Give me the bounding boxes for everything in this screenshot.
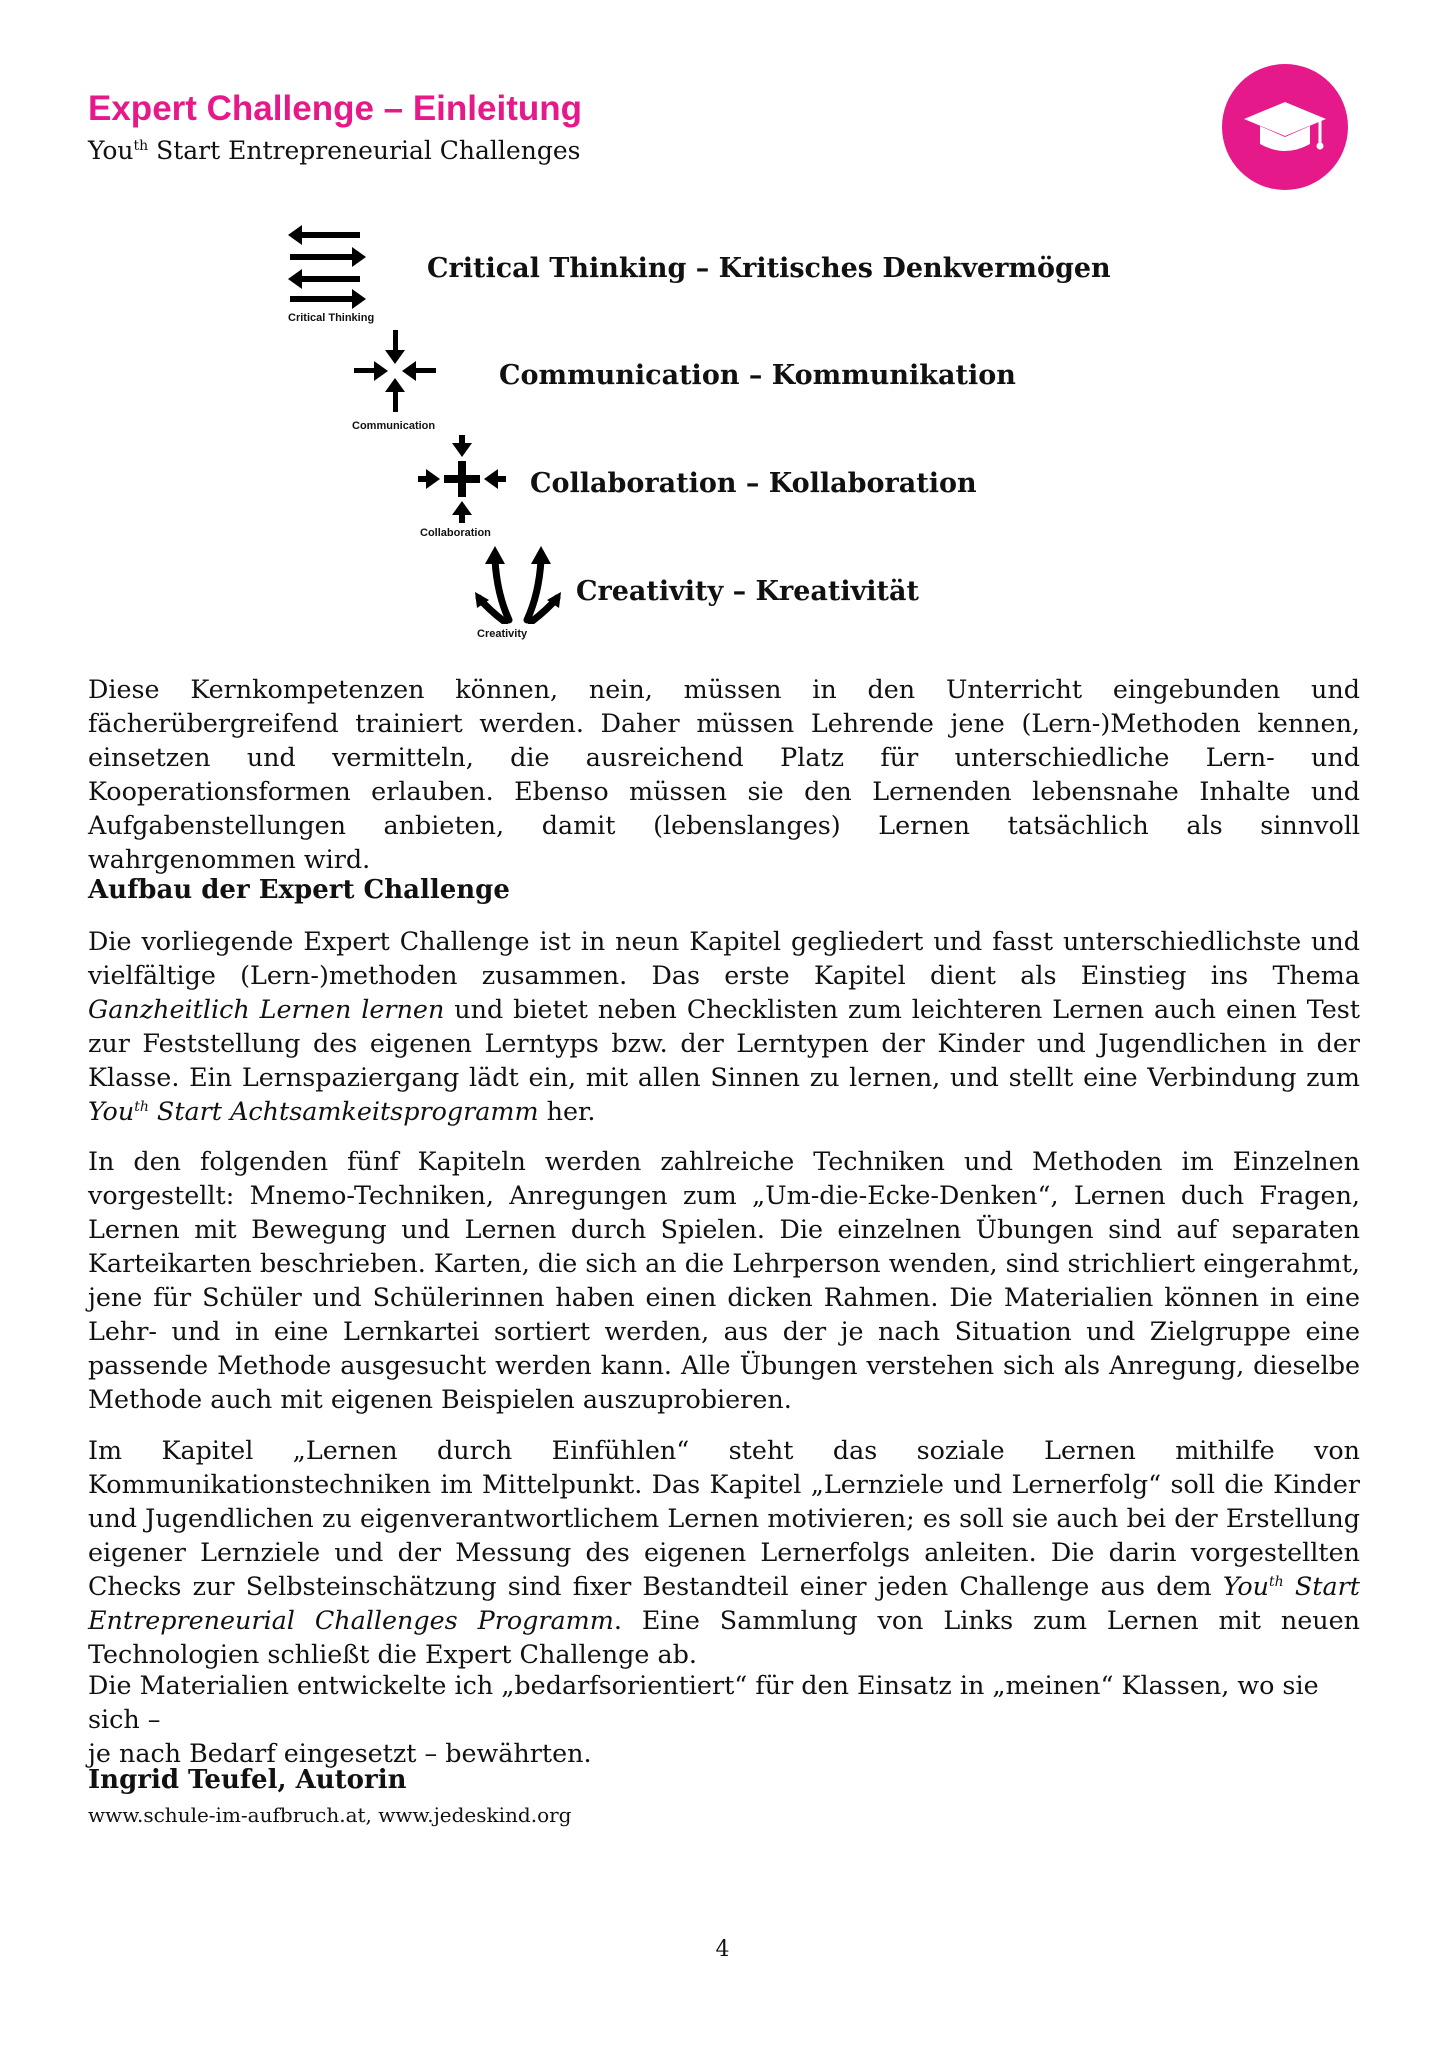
para3-text-2: . Eine Sammlung von Links zum Lernen mit neuen Technologien schließt die Expert Challenge ab.	[88, 1605, 1360, 1669]
subtitle-post: Start Entrepreneurial Challenges	[148, 136, 581, 165]
para1-text-3: her.	[538, 1096, 596, 1126]
collaboration-arrows-icon	[418, 435, 506, 523]
creativity-arrows-icon	[473, 544, 563, 624]
intro-paragraph: Diese Kernkompetenzen können, nein, müssen in den Unterricht eingebunden und fächerübergreifend trainiert werden. Daher müssen Lehrende jene (Lern-)Methoden kennen, einsetzen und vermitteln, die ausreichend Platz für unterschiedliche Lern- und Kooperationsformen erlauben. Ebenso müssen sie den Lernenden lebensnahe Inhalte und Aufgabenstellungen anbieten, damit (lebenslanges) Lernen tatsächlich als sinnvoll wahrgenommen wird.	[88, 674, 1360, 874]
paragraph-structure	[88, 924, 1360, 1128]
graduation-cap-icon	[1222, 64, 1348, 190]
para1-youth: You	[88, 1096, 135, 1126]
para4-line-2: je nach Bedarf eingesetzt – bewährten.	[88, 1738, 592, 1768]
para3-youth: You	[1222, 1571, 1270, 1601]
collaboration-caption: Collaboration	[420, 527, 491, 539]
para3-text-1: Im Kapitel „Lernen durch Einfühlen“ steht das soziale Lernen mithilfe von Kommunikationstechniken im Mittelpunkt. Das Kapitel „Lernziele und Lernerfolg“ soll die Kinder und Jugendlichen zu eigenverantwortlichem Lernen motivieren; es soll sie auch bei der Erstellung eigener Lernziele und der Messung des eigenen Lernerfolgs anleiten. Die darin vorgestellten Checks zur Selbsteinschätzung sind fixer Bestandteil einer jeden Challenge aus dem	[88, 1435, 1360, 1601]
para1-youth-sup: th	[134, 1099, 149, 1115]
paragraph-materials	[88, 1668, 1360, 1770]
critical-thinking-arrows-icon	[288, 220, 368, 310]
subtitle-pre: You	[88, 136, 134, 165]
critical-thinking-label: Critical Thinking – Kritisches Denkvermögen	[427, 253, 1111, 284]
subtitle-sup: th	[133, 138, 149, 154]
page-number: 4	[715, 1937, 730, 1962]
para4-line-1: Die Materialien entwickelte ich „bedarfsorientiert“ für den Einsatz in „meinen“ Klassen, wo sie sich –	[88, 1670, 1319, 1734]
para1-program-name: Start Achtsamkeitsprogramm	[148, 1096, 539, 1126]
para1-text-1: Die vorliegende Expert Challenge ist in neun Kapitel gegliedert und fasst unterschiedlichste und vielfältige (Lern-)methoden zusammen. Das erste Kapitel dient als Einstieg ins Thema	[88, 926, 1360, 990]
communication-arrows-icon	[352, 328, 438, 414]
critical-thinking-caption: Critical Thinking	[288, 312, 375, 324]
creativity-label: Creativity – Kreativität	[576, 576, 919, 607]
creativity-caption: Creativity	[477, 628, 528, 640]
para1-italic-topic: Ganzheitlich Lernen lernen	[88, 994, 445, 1024]
collaboration-label: Collaboration – Kollaboration	[530, 468, 977, 499]
author-links: www.schule-im-aufbruch.at, www.jedeskind.org	[88, 1803, 572, 1827]
para1-text-2: und bietet neben Checklisten zum leichteren Lernen auch einen Test zur Feststellung des eigenen Lerntyps bzw. der Lerntypen der Kinder und Jugendlichen in der Klasse. Ein Lernspaziergang lädt ein, mit allen Sinnen zu lernen, und stellt eine Verbindung zum	[88, 994, 1360, 1092]
communication-label: Communication – Kommunikation	[499, 360, 1016, 391]
paragraph-social-learning	[88, 1433, 1360, 1671]
page-title: Expert Challenge – Einleitung	[88, 89, 582, 128]
logo-badge	[1222, 64, 1348, 190]
page-subtitle	[88, 136, 580, 166]
communication-caption: Communication	[352, 420, 436, 432]
paragraph-chapters: In den folgenden fünf Kapiteln werden zahlreiche Techniken und Methoden im Einzelnen vorgestellt: Mnemo-Techniken, Anregungen zum „Um-die-Ecke-Denken“, Lernen duch Fragen, Lernen mit Bewegung und Lernen durch Spielen. Die einzelnen Übungen sind auf separaten Karteikarten beschrieben. Karten, die sich an die Lehrperson wenden, sind strichliert eingerahmt, jene für Schüler und Schülerinnen haben einen dicken Rahmen. Die Materialien können in eine Lehr- und in eine Lernkartei sortiert werden, aus der je nach Situation und Zielgruppe eine passende Methode ausgesucht werden kann. Alle Übungen verstehen sich als Anregung, dieselbe Methode auch mit eigenen Beispielen auszuprobieren.	[88, 1146, 1360, 1414]
para3-program-name: Start Entrepreneurial Challenges Programm	[88, 1571, 1360, 1635]
para3-youth-sup: th	[1269, 1574, 1284, 1590]
author-name: Ingrid Teufel, Autorin	[88, 1765, 407, 1795]
para1-italic-program	[88, 1096, 539, 1126]
section-heading: Aufbau der Expert Challenge	[88, 875, 510, 905]
